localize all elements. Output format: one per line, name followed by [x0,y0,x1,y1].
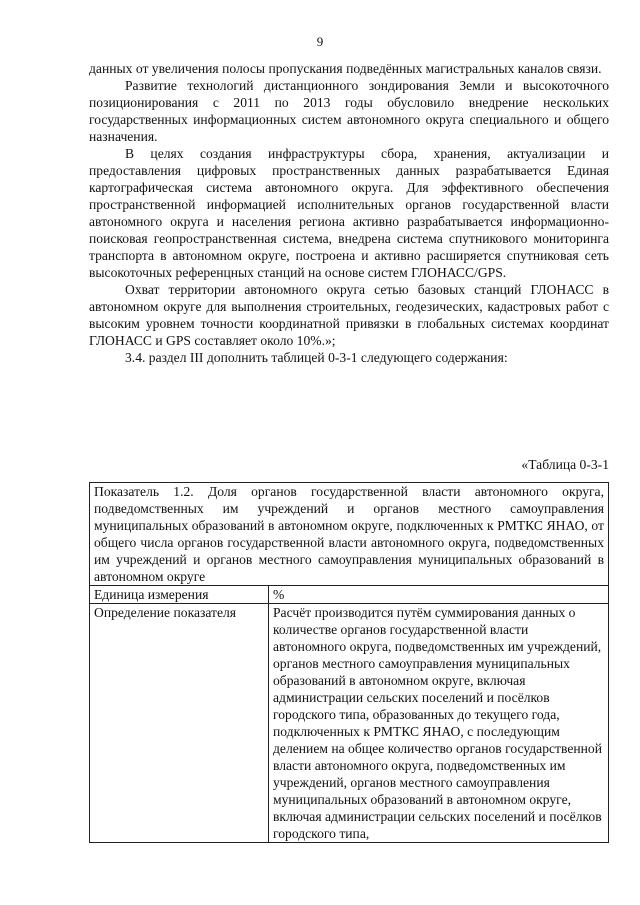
page-number: 9 [316,34,324,49]
paragraph-continuation: данных от увеличения полосы пропускания подведённых магистральных каналов связи. [89,61,602,76]
paragraph-amendment: 3.4. раздел III дополнить таблицей 0-3-1 следующего содержания: [125,350,508,365]
indicator-table [89,482,609,843]
table-row [90,586,609,604]
body-text [89,60,609,366]
paragraph-remote-sensing: Развитие технологий дистанционного зондирования Земли и высокоточного позиционирования с 2011 по 2013 годы обусловило внедрение нескольких государственных информационных систем автономного округа специального и общего назначения. [89,78,609,144]
table-row [90,604,609,843]
row-value-unit: % [269,586,609,604]
row-label-unit: Единица измерения [90,586,269,604]
table-caption: «Таблица 0-3-1 [521,457,609,472]
row-value-definition: Расчёт производится путём суммирования данных о количестве органов государственной власти автономного округа, подведомственных им учреждений, органов местного самоуправления муниципальных образований в автономном округе, включая администрации сельских поселений и посёлков городского типа, образованных до текущего года, подключенных к РМТКС ЯНАО, с последующим делением на общее количество органов государственной власти автономного округа, подведомственных им учреждений, органов местного самоуправления муниципальных образований в автономном округе, включая администрации сельских поселений и посёлков городского типа, [269,604,609,843]
row-label-definition: Определение показателя [90,604,269,843]
paragraph-glonass-coverage: Охват территории автономного округа сетью базовых станций ГЛОНАСС в автономном округе для выполнения строительных, геодезических, кадастровых работ с высоким уровнем точности координатной привязки в глобальных системах координат ГЛОНАСС и GPS составляет около 10%.»; [89,282,609,348]
indicator-title: Показатель 1.2. Доля органов государственной власти автономного округа, подведомственных им учреждений и органов местного самоуправления муниципальных образований в автономном округе, подключенных к РМТКС ЯНАО, от общего числа органов государственной власти автономного округа, подведомственных им учреждений и органов местного самоуправления муниципальных образований в автономном округе [90,483,609,586]
paragraph-infrastructure: В целях создания инфраструктуры сбора, хранения, актуализации и предоставления цифровых пространственных данных разрабатывается Единая картографическая система автономного округа. Для эффективного обеспечения пространственной информацией исполнительных органов государственной власти автономного округа и населения региона активно разрабатывается информационно-поисковая геопространственная система, внедрена система спутникового мониторинга транспорта в автономном округе, построена и активно расширяется спутниковая сеть высокоточных референцных станций на основе систем ГЛОНАСС/GPS. [89,146,609,280]
table-header-row [90,483,609,586]
